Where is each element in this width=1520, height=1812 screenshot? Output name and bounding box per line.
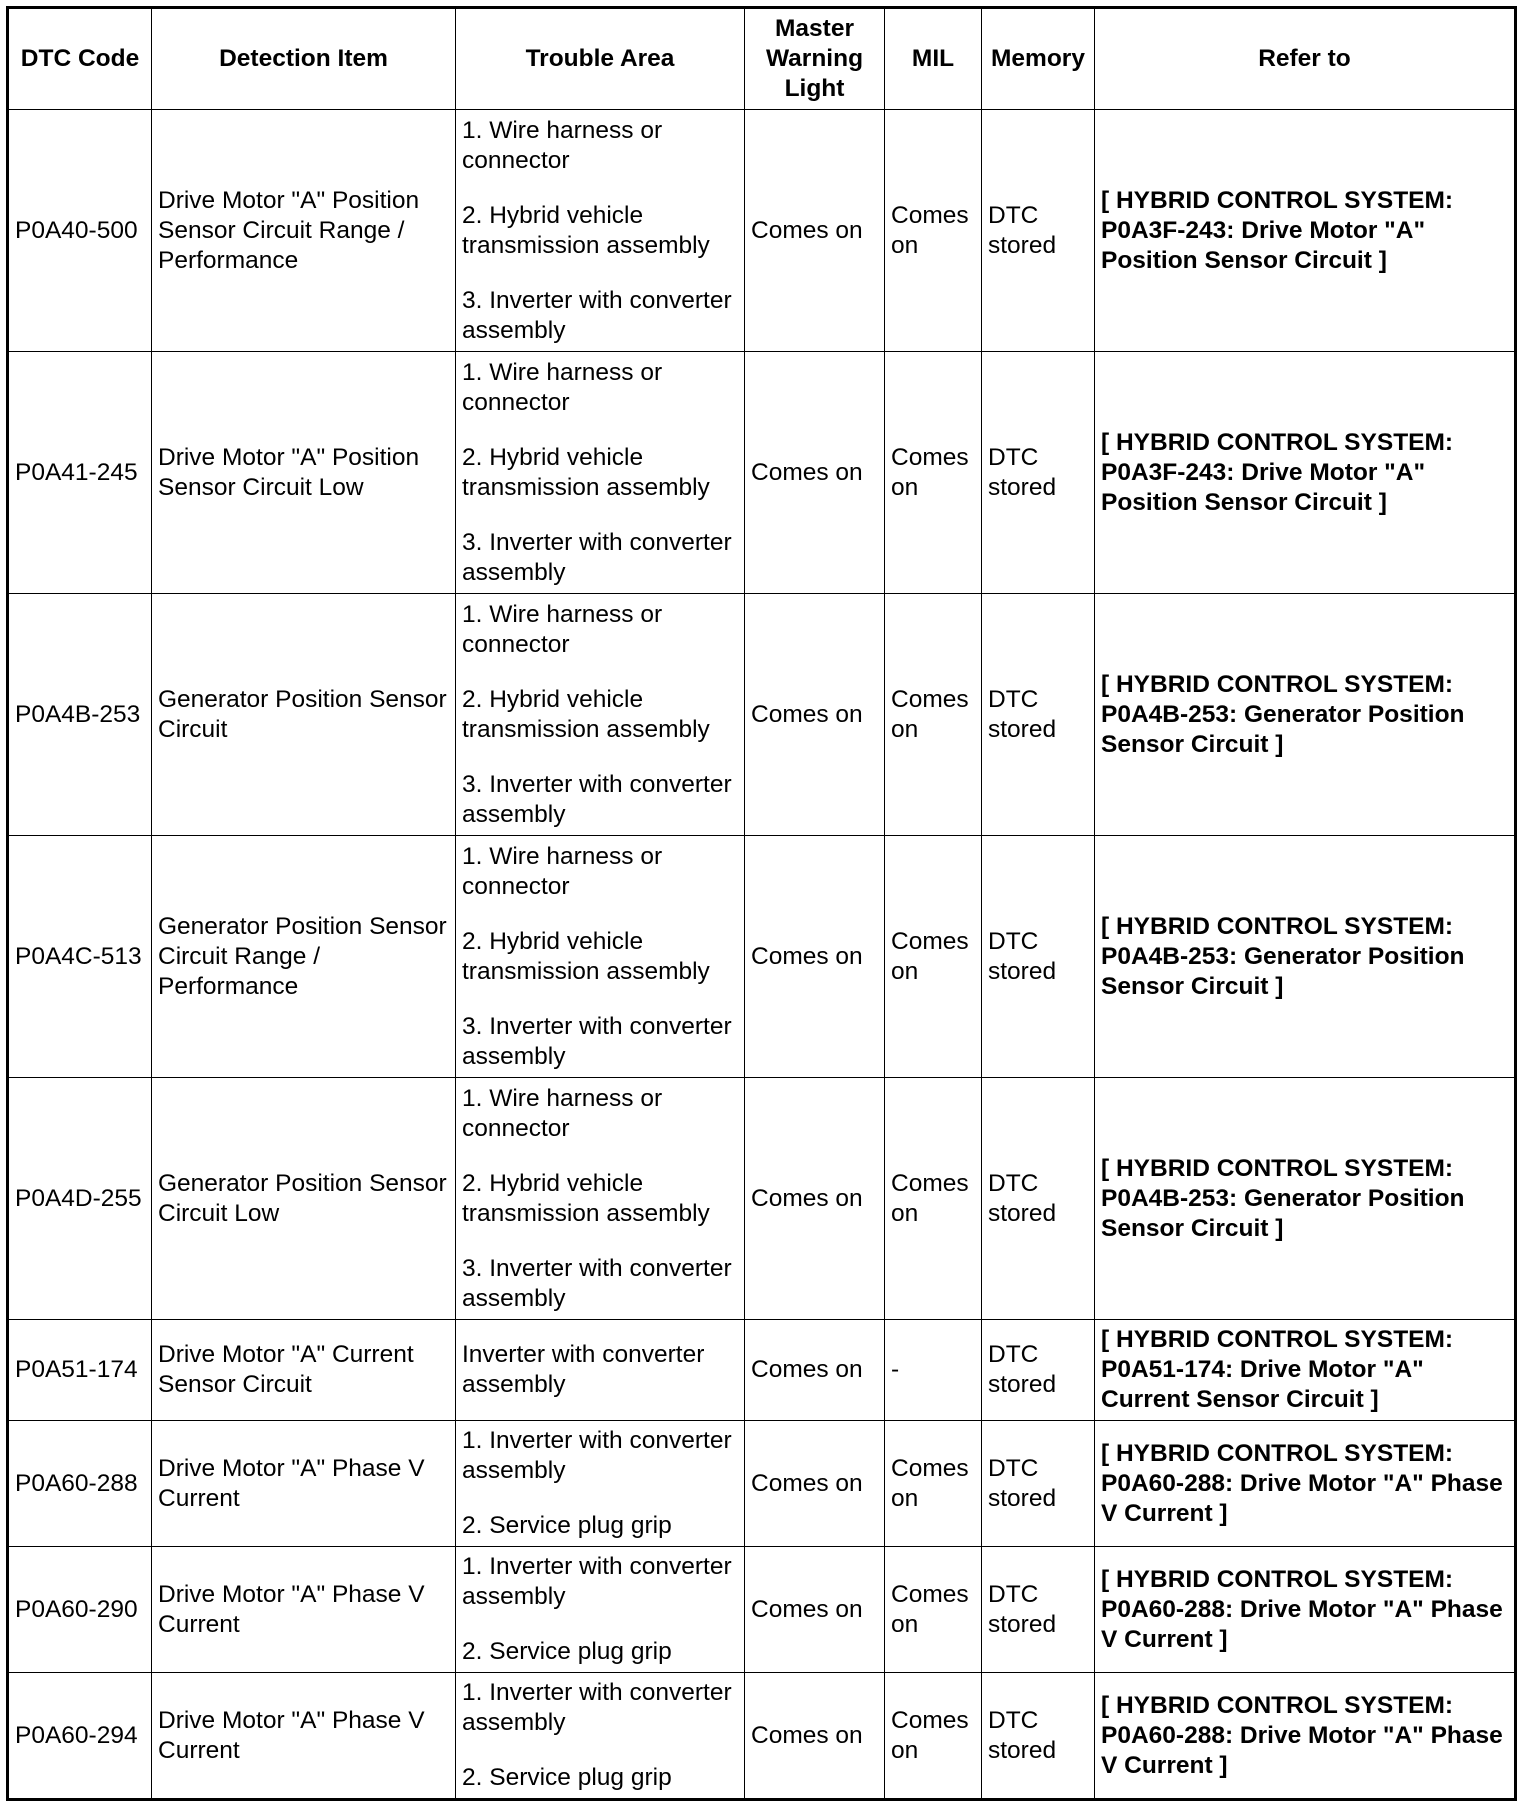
memory-cell: DTC stored <box>982 1078 1095 1320</box>
dtc-table <box>6 6 1517 1801</box>
trouble-area-cell <box>456 1673 745 1800</box>
trouble-area-item: 3. Inverter with converter assembly <box>462 770 732 828</box>
trouble-area-item: 3. Inverter with converter assembly <box>462 528 732 586</box>
table-row <box>8 1078 1516 1320</box>
refer-to-cell: [ HYBRID CONTROL SYSTEM: P0A51-174: Drive Motor "A" Current Sensor Circuit ] <box>1095 1320 1516 1421</box>
trouble-area-item: 2. Service plug grip <box>462 1638 672 1665</box>
trouble-area-cell <box>456 1421 745 1547</box>
master-warning-light-cell: Comes on <box>745 110 885 352</box>
master-warning-light-cell: Comes on <box>745 352 885 594</box>
header-refer-to: Refer to <box>1095 8 1516 110</box>
detection-item-cell: Drive Motor "A" Phase V Current <box>152 1673 456 1800</box>
trouble-area-cell <box>456 1078 745 1320</box>
trouble-area-item: 1. Wire harness or connector <box>462 1084 663 1142</box>
memory-cell: DTC stored <box>982 836 1095 1078</box>
memory-cell: DTC stored <box>982 1547 1095 1673</box>
trouble-area-item: 1. Inverter with converter assembly <box>462 1553 732 1610</box>
table-row <box>8 1547 1516 1673</box>
trouble-area-cell <box>456 836 745 1078</box>
refer-to-cell: [ HYBRID CONTROL SYSTEM: P0A3F-243: Drive Motor "A" Position Sensor Circuit ] <box>1095 110 1516 352</box>
dtc-code-cell: P0A4D-255 <box>8 1078 152 1320</box>
table-row <box>8 1673 1516 1800</box>
dtc-code-cell: P0A60-294 <box>8 1673 152 1800</box>
table-row <box>8 1421 1516 1547</box>
table-row <box>8 836 1516 1078</box>
header-dtc-code: DTC Code <box>8 8 152 110</box>
mil-cell: Comes on <box>885 110 982 352</box>
trouble-area-item: 3. Inverter with converter assembly <box>462 1012 732 1070</box>
master-warning-light-cell: Comes on <box>745 1320 885 1421</box>
trouble-area-item: 1. Wire harness or connector <box>462 600 663 658</box>
refer-to-cell: [ HYBRID CONTROL SYSTEM: P0A4B-253: Generator Position Sensor Circuit ] <box>1095 1078 1516 1320</box>
memory-cell: DTC stored <box>982 1320 1095 1421</box>
memory-cell: DTC stored <box>982 1673 1095 1800</box>
header-mil: MIL <box>885 8 982 110</box>
detection-item-cell: Drive Motor "A" Current Sensor Circuit <box>152 1320 456 1421</box>
refer-to-cell: [ HYBRID CONTROL SYSTEM: P0A60-288: Drive Motor "A" Phase V Current ] <box>1095 1421 1516 1547</box>
trouble-area-cell <box>456 1547 745 1673</box>
header-memory: Memory <box>982 8 1095 110</box>
header-row <box>8 8 1516 110</box>
dtc-code-cell: P0A60-288 <box>8 1421 152 1547</box>
table-row <box>8 1320 1516 1421</box>
trouble-area-item: 2. Hybrid vehicle transmission assembly <box>462 443 710 501</box>
detection-item-cell: Generator Position Sensor Circuit <box>152 594 456 836</box>
trouble-area-item: 1. Inverter with converter assembly <box>462 1427 732 1484</box>
master-warning-light-cell: Comes on <box>745 594 885 836</box>
mil-cell: - <box>885 1320 982 1421</box>
trouble-area-item: Inverter with converter assembly <box>462 1341 705 1398</box>
trouble-area-cell <box>456 594 745 836</box>
trouble-area-item: 3. Inverter with converter assembly <box>462 1254 732 1312</box>
trouble-area-item: 2. Service plug grip <box>462 1764 672 1791</box>
mil-cell: Comes on <box>885 836 982 1078</box>
trouble-area-item: 2. Hybrid vehicle transmission assembly <box>462 685 710 743</box>
mil-cell: Comes on <box>885 1547 982 1673</box>
detection-item-cell: Drive Motor "A" Position Sensor Circuit Low <box>152 352 456 594</box>
trouble-area-item: 2. Hybrid vehicle transmission assembly <box>462 927 710 985</box>
header-detection-item: Detection Item <box>152 8 456 110</box>
dtc-code-cell: P0A4C-513 <box>8 836 152 1078</box>
detection-item-cell: Drive Motor "A" Phase V Current <box>152 1547 456 1673</box>
mil-cell: Comes on <box>885 1673 982 1800</box>
table-row <box>8 110 1516 352</box>
refer-to-cell: [ HYBRID CONTROL SYSTEM: P0A60-288: Drive Motor "A" Phase V Current ] <box>1095 1673 1516 1800</box>
table-row <box>8 352 1516 594</box>
refer-to-cell: [ HYBRID CONTROL SYSTEM: P0A60-288: Drive Motor "A" Phase V Current ] <box>1095 1547 1516 1673</box>
mil-cell: Comes on <box>885 594 982 836</box>
master-warning-light-cell: Comes on <box>745 1673 885 1800</box>
memory-cell: DTC stored <box>982 594 1095 836</box>
dtc-code-cell: P0A60-290 <box>8 1547 152 1673</box>
master-warning-light-cell: Comes on <box>745 1547 885 1673</box>
table-body <box>8 110 1516 1800</box>
trouble-area-item: 3. Inverter with converter assembly <box>462 286 732 344</box>
mil-cell: Comes on <box>885 1421 982 1547</box>
detection-item-cell: Generator Position Sensor Circuit Range / Performance <box>152 836 456 1078</box>
trouble-area-item: 2. Hybrid vehicle transmission assembly <box>462 201 710 259</box>
trouble-area-item: 1. Wire harness or connector <box>462 842 663 900</box>
refer-to-cell: [ HYBRID CONTROL SYSTEM: P0A4B-253: Generator Position Sensor Circuit ] <box>1095 836 1516 1078</box>
dtc-code-cell: P0A40-500 <box>8 110 152 352</box>
detection-item-cell: Generator Position Sensor Circuit Low <box>152 1078 456 1320</box>
mil-cell: Comes on <box>885 352 982 594</box>
trouble-area-item: 1. Wire harness or connector <box>462 116 663 174</box>
header-trouble-area: Trouble Area <box>456 8 745 110</box>
dtc-code-cell: P0A4B-253 <box>8 594 152 836</box>
detection-item-cell: Drive Motor "A" Position Sensor Circuit Range / Performance <box>152 110 456 352</box>
trouble-area-item: 2. Hybrid vehicle transmission assembly <box>462 1169 710 1227</box>
refer-to-cell: [ HYBRID CONTROL SYSTEM: P0A3F-243: Drive Motor "A" Position Sensor Circuit ] <box>1095 352 1516 594</box>
master-warning-light-cell: Comes on <box>745 1421 885 1547</box>
header-master-warning-light: Master Warning Light <box>745 8 885 110</box>
master-warning-light-cell: Comes on <box>745 836 885 1078</box>
trouble-area-cell <box>456 352 745 594</box>
trouble-area-item: 2. Service plug grip <box>462 1512 672 1539</box>
table-row <box>8 594 1516 836</box>
trouble-area-item: 1. Inverter with converter assembly <box>462 1679 732 1736</box>
trouble-area-cell <box>456 1320 745 1421</box>
memory-cell: DTC stored <box>982 1421 1095 1547</box>
trouble-area-item: 1. Wire harness or connector <box>462 358 663 416</box>
master-warning-light-cell: Comes on <box>745 1078 885 1320</box>
mil-cell: Comes on <box>885 1078 982 1320</box>
memory-cell: DTC stored <box>982 110 1095 352</box>
refer-to-cell: [ HYBRID CONTROL SYSTEM: P0A4B-253: Generator Position Sensor Circuit ] <box>1095 594 1516 836</box>
detection-item-cell: Drive Motor "A" Phase V Current <box>152 1421 456 1547</box>
dtc-code-cell: P0A51-174 <box>8 1320 152 1421</box>
trouble-area-cell <box>456 110 745 352</box>
memory-cell: DTC stored <box>982 352 1095 594</box>
dtc-code-cell: P0A41-245 <box>8 352 152 594</box>
